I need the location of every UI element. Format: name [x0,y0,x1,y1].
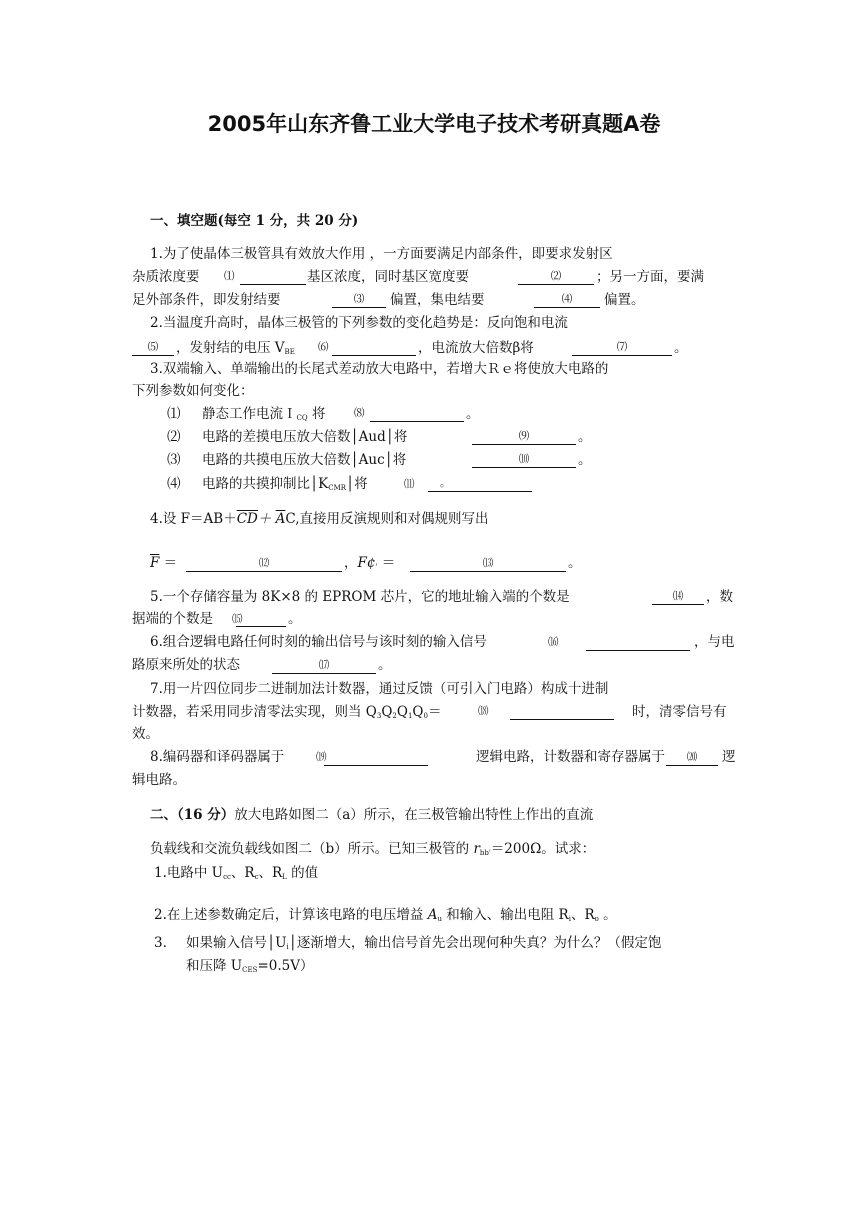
q1-line2b: 基区浓度，同时基区宽度要 [307,269,469,285]
q7-line2-end: 时，清零信号有 [632,704,727,720]
q3-item4-num: ⑷ [167,476,181,492]
q3-item3-num: ⑶ [167,452,181,468]
q6-line2: 路原来所处的状态 [132,657,240,673]
blank-13[interactable]: ⒀ [410,555,566,572]
blank-6[interactable] [332,339,416,356]
section2-q2: 2.在上述参数确定后，计算该电路的电压增益 $A_u$ 和输入、输出电阻 $R_i$、$R_o$ 。 [154,907,617,923]
blank-1[interactable] [240,268,306,285]
section2-q3-line2: 和压降 $U_{CES}=0.5V$） [186,958,314,974]
q5-line1-end: ，数 [706,589,733,605]
q2-line2b: ，电流放大倍数β将 [418,340,534,356]
blank-5[interactable]: ⑸ [132,339,174,356]
section2-q3-line1: 如果输入信号$│U_i│$逐渐增大，输出信号首先会出现何种失真？为什么？（假定饱 [186,935,662,951]
blank-14[interactable]: ⒁ [652,588,704,605]
q3-item3: 电路的共摸电压放大倍数│Auc│将 [202,452,407,468]
blank-19[interactable] [324,749,428,766]
blank-8[interactable] [370,405,464,422]
q3-item2-end: 。 [578,429,592,445]
q7-line1: 7.用一片四位同步二进制加法计数器，通过反馈（可引入门电路）构成十进制 [150,681,609,697]
blank-11[interactable]: 。 [428,475,532,492]
q6-line1-end: ，与电 [694,634,735,650]
section2-line2: 负载线和交流负载线如图二（b）所示。已知三极管的 $r_{bb'}=200\Omega$。试求： [150,841,596,857]
blank-3[interactable]: ⑶ [332,291,386,308]
blank-16[interactable] [586,634,690,651]
section2-q3-num: 3. [154,935,167,951]
q4-line1: 4.设 $F=AB+\overline{CD}+ \overline{A}C$,直接用反演规则和对偶规则写出 [150,511,489,527]
blank-18[interactable] [510,703,614,720]
blank-label-16: ⒃ [548,636,559,648]
q2-line2a: ，发射结的电压 $V_{BE}$ [176,340,295,356]
blank-15[interactable] [236,610,286,627]
section1-header: 一、填空题(每空 1 分，共 20 分) [150,213,359,229]
blank-7[interactable]: ⑺ [572,339,672,356]
q2-line1: 2.当温度升高时，晶体三极管的下列参数的变化趋势是：反向饱和电流 [150,315,568,331]
q8-line2: 辑电路。 [132,772,186,788]
q3-item1: 静态工作电流Ｉ$_{CQ}$ 将 [202,406,326,422]
q3-line1: 3.双端输入、单端输出的长尾式差动放大电路中，若增大Ｒｅ将使放大电路的 [150,361,609,377]
blank-10[interactable]: ⑽ [472,451,576,468]
q8-line1c: 逻 [722,749,736,765]
q4-Fd: ，F¢' ＝ [344,555,396,571]
blank-9[interactable]: ⑼ [472,428,576,445]
q1-line3c: 偏置。 [604,292,645,308]
page-title: 2005年山东齐鲁工业大学电子技术考研真题A卷 [207,112,661,136]
blank-12[interactable]: ⑿ [186,555,342,572]
q5-line2-end: 。 [288,611,302,627]
blank-label-6: ⑹ [318,341,329,353]
q3-item2-num: ⑵ [167,429,181,445]
section2-header: 二、（16 分）放大电路如图二（a）所示，在三极管输出特性上作出的直流 [150,807,594,823]
q4-end: 。 [568,555,582,571]
q1-line2c: ；另一方面，要满 [596,269,704,285]
q5-line2: 据端的个数是 [132,611,213,627]
q1-line3b: 偏置，集电结要 [390,292,485,308]
q3-item1-end: 。 [466,406,480,422]
blank-label-18: ⒅ [478,705,489,717]
blank-label-11: ⑾ [404,478,415,490]
q3-item1-num: ⑴ [167,406,181,422]
q3-item4: 电路的共摸抑制比$│K_{CMR}│$将 [202,476,368,492]
q4-F-bar: $\overline{F}$ ＝ [150,555,178,571]
q8-line1: 8.编码器和译码器属于 [150,749,285,765]
q2-end: 。 [674,340,688,356]
q8-line1b: 逻辑电路，计数器和寄存器属于 [476,749,665,765]
blank-label-8: ⑻ [354,407,365,419]
q6-line1: 6.组合逻辑电路任何时刻的输出信号与该时刻的输入信号 [150,634,487,650]
q3-line2: 下列参数如何变化： [132,383,254,399]
blank-20[interactable]: ⒇ [666,749,718,766]
blank-label-19: ⒆ [316,751,327,763]
blank-2[interactable]: ⑵ [518,268,594,285]
blank-label-15: ⒂ [232,613,243,625]
blank-4[interactable]: ⑷ [534,291,600,308]
q1-line2a: 杂质浓度要 [132,269,200,285]
q6-line2-end: 。 [378,657,392,673]
q1-line1: 1.为了使晶体三极管具有效放大作用 ，一方面要满足内部条件，即要求发射区 [150,246,613,262]
q5-line1: 5.一个存储容量为 8K×8 的 EPROM 芯片，它的地址输入端的个数是 [150,589,570,605]
section2-q1: 1.电路中 $U_{cc}$、$R_c$、$R_L$ 的值 [154,865,319,881]
q7-line3: 效。 [132,726,159,742]
q3-item2: 电路的差摸电压放大倍数│Aud│将 [202,429,408,445]
q7-line2: 计数器，若采用同步清零法实现，则当 $Q_3Q_2Q_1Q_0=$ [132,704,442,720]
q1-line3a: 足外部条件，即发射结要 [132,292,281,308]
q3-item3-end: 。 [578,452,592,468]
blank-label-1: ⑴ [224,270,235,282]
blank-17[interactable]: ⒄ [272,657,376,674]
